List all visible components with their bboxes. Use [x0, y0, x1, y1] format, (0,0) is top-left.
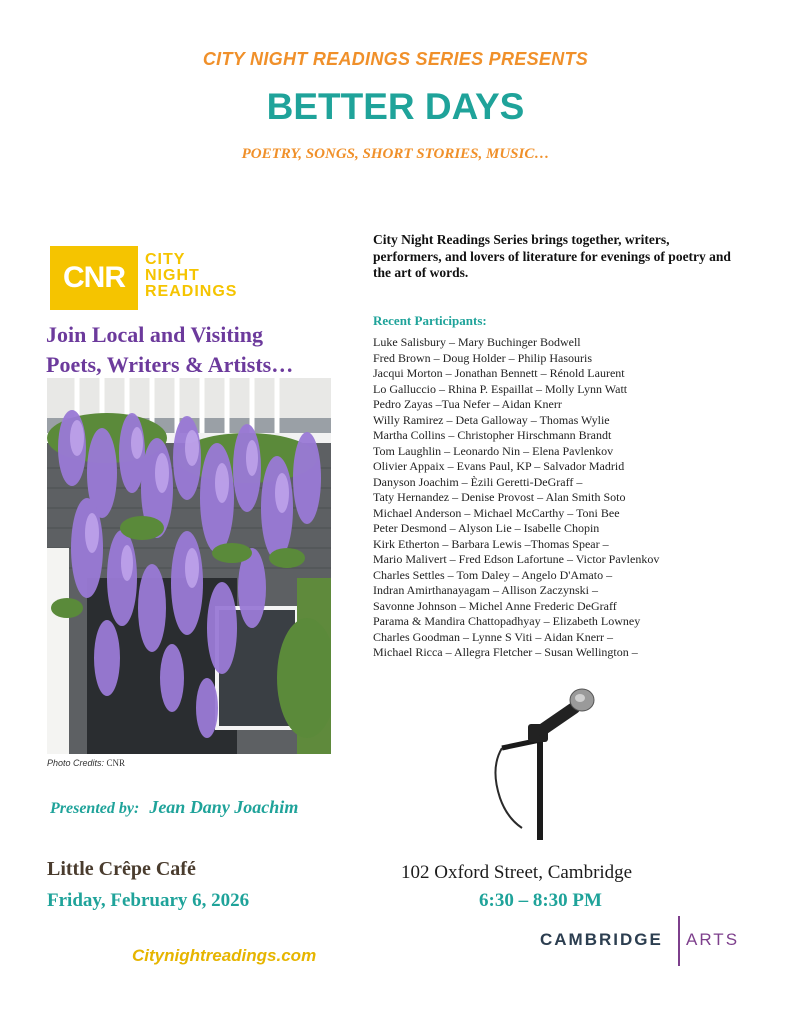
- participant-line: Peter Desmond – Alyson Lie – Isabelle Chopin: [373, 521, 600, 535]
- participant-line: Tom Laughlin – Leonardo Nin – Elena Pavlenkov: [373, 443, 614, 458]
- cnr-logo: [50, 246, 260, 310]
- presented-by: [50, 797, 298, 818]
- participant-line: Indran Amirthanayagam – Allison Zaczynski –: [373, 583, 598, 597]
- photo-credit: [47, 758, 125, 768]
- participants-label: Recent Participants:: [373, 313, 487, 328]
- venue-address: 102 Oxford Street, Cambridge: [401, 862, 633, 883]
- cambridge-arts-logo: [540, 914, 750, 966]
- venue-name: Little Crêpe Café: [47, 858, 196, 880]
- join-heading: [46, 320, 346, 380]
- cambridge-arts-right: ARTS: [686, 930, 740, 949]
- participant-line: Danyson Joachim – Èzili Geretti-DeGraff –: [373, 474, 583, 489]
- series-description: City Night Readings Series brings together, writers, performers, and lovers of literature for evenings of poetry and the art of words.: [373, 232, 731, 280]
- website-link[interactable]: Citynightreadings.com: [132, 946, 317, 965]
- participant-line: Jacqui Morton – Jonathan Bennett – Rénold Laurent: [373, 366, 625, 380]
- wisteria-photo: [47, 378, 331, 754]
- participant-line: Savonne Johnson – Michel Anne Frederic DeGraff: [373, 598, 617, 613]
- kicker-heading: CITY NIGHT READINGS SERIES PRESENTS: [202, 49, 589, 69]
- photo-credit-label: Photo Credits:: [47, 758, 105, 768]
- participant-line: Olivier Appaix – Evans Paul, KP – Salvador Madrid: [373, 459, 625, 473]
- participant-line: Lo Galluccio – Rhina P. Espaillat – Molly Lynn Watt: [373, 381, 628, 396]
- join-line-1: Join Local and Visiting: [46, 322, 264, 347]
- join-line-2: Poets, Writers & Artists…: [46, 352, 294, 377]
- microphone-image: [462, 668, 646, 840]
- presented-by-label: Presented by:: [50, 800, 140, 817]
- cambridge-arts-divider: [678, 916, 680, 966]
- logo-line-city: CITY: [145, 251, 186, 268]
- participant-line: Kirk Etherton – Barbara Lewis –Thomas Spear –: [373, 536, 609, 551]
- participant-line: Willy Ramirez – Deta Galloway – Thomas Wylie: [373, 412, 610, 427]
- cnr-logo-mark: CNR: [50, 246, 138, 310]
- photo-credit-value: CNR: [106, 758, 126, 768]
- event-title: BETTER DAYS: [266, 86, 525, 127]
- participant-line: Martha Collins – Christopher Hirschmann Brandt: [373, 428, 612, 442]
- presenter-name: Jean Dany Joachim: [149, 797, 299, 817]
- participant-line: Pedro Zayas –Tua Nefer – Aidan Knerr: [373, 397, 562, 411]
- event-subtitle: POETRY, SONGS, SHORT STORIES, MUSIC…: [241, 146, 550, 162]
- cnr-logo-words: [145, 252, 237, 300]
- microphone-icon: [462, 668, 646, 840]
- participant-line: Fred Brown – Doug Holder – Philip Hasouris: [373, 350, 592, 365]
- logo-line-readings: READINGS: [145, 283, 238, 300]
- participant-line: Michael Anderson – Michael McCarthy – Toni Bee: [373, 505, 620, 520]
- participant-line: Michael Ricca – Allegra Fletcher – Susan Wellington –: [373, 645, 638, 659]
- participant-line: Parama & Mandira Chattopadhyay – Elizabeth Lowney: [373, 614, 641, 628]
- wisteria-illustration: [47, 378, 331, 754]
- event-time: 6:30 – 8:30 PM: [479, 890, 602, 911]
- participant-line: Luke Salisbury – Mary Buchinger Bodwell: [373, 335, 581, 349]
- event-date: Friday, February 6, 2026: [47, 890, 250, 911]
- cambridge-arts-left: CAMBRIDGE: [540, 930, 663, 949]
- logo-line-night: NIGHT: [145, 267, 200, 284]
- participant-line: Taty Hernandez – Denise Provost – Alan Smith Soto: [373, 490, 626, 504]
- participant-line: Charles Goodman – Lynne S Viti – Aidan Knerr –: [373, 629, 614, 644]
- participant-line: Mario Malivert – Fred Edson Lafortune – Victor Pavlenkov: [373, 552, 660, 566]
- participants-list: [373, 335, 753, 661]
- participant-line: Charles Settles – Tom Daley – Angelo D'Amato –: [373, 567, 613, 582]
